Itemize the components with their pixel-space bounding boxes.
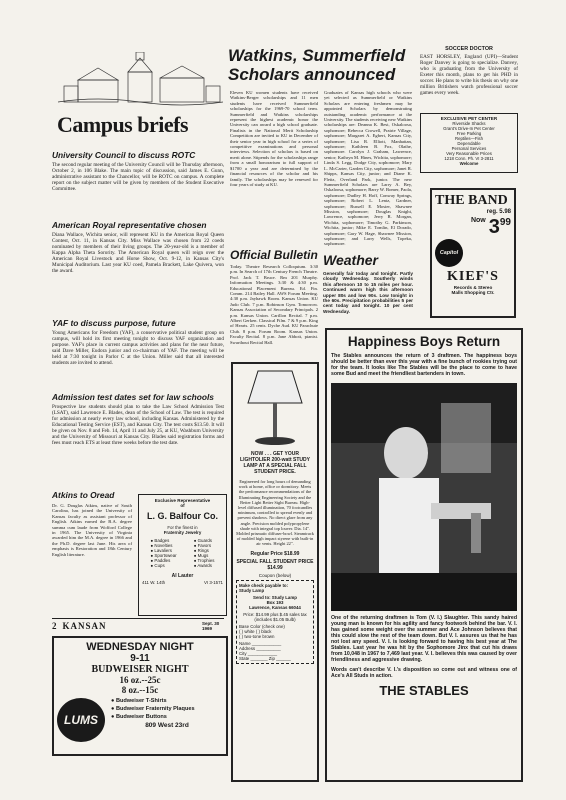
list-item: ● Budweiser T-Shirts: [111, 698, 167, 704]
coupon-line: Lawrence, Kansas 66044: [249, 604, 301, 610]
band-now: Now: [470, 217, 486, 224]
lums-time: 9-11: [130, 653, 150, 664]
ad-line: 1218 Conn. Ph. VI 3-2811: [444, 156, 494, 161]
lamp-description: Engineered for long hours of demanding work at home, office or dormitory. Meets the performance recommendations of the Illuminating Engineering Society and the Better Light Better Sight Bureau. High-level diffused illumination, 70 footcandles minimum, controlled to spread evenly and prevent shadows. No direct glare from any angle. Precision molded polypropylene shade with integral top louver. Dia. 14". Molded prismatic diffuser-bowl. Steamtrack of molded high impact styrene with built-in air vents. Height 22".: [236, 479, 314, 547]
lums-budweiser-ad: [52, 636, 228, 756]
kiefs-location: Malls Shopping Ctr.: [451, 290, 495, 295]
lamp-headline: NOW . . . GET YOUR LIGHTOLIER 200-watt STUDY LAMP AT A SPECIAL FALL STUDENT PRICE.: [240, 451, 310, 475]
weather-box: [323, 252, 413, 314]
lamp-illustration: [236, 367, 314, 447]
list-item: ● Cups: [150, 563, 165, 568]
bulletin-title: Official Bulletin: [230, 248, 318, 262]
stables-headline: Happiness Boys Return: [347, 334, 501, 349]
coupon-line[interactable]: ( ) white ( ) black: [239, 628, 272, 634]
soccer-brief: [420, 46, 518, 96]
ad-line: Welcome: [459, 161, 479, 166]
kiefs-subtitle: Records & Stereo: [453, 285, 493, 290]
balfour-phone: VI 3-1571: [203, 580, 223, 585]
list-item: ● Lavaliers: [150, 548, 172, 553]
lamp-coupon-label: Coupon (below): [258, 572, 292, 578]
coupon-name-field[interactable]: Name ____________: [239, 640, 282, 646]
capitol-logo-text: Capitol: [439, 250, 459, 256]
pet-center-ad: [420, 113, 518, 173]
ad-line: Reptiles—Fish: [455, 136, 483, 141]
lums-items: [105, 698, 223, 729]
coupon-address-field[interactable]: Address __________: [239, 645, 281, 651]
stables-name: THE STABLES: [379, 683, 469, 698]
lums-logo-text: LUMS: [64, 713, 98, 727]
band-price-dollars: 3: [488, 216, 500, 238]
bartender-photo: [331, 383, 517, 611]
campus-skyline-illustration: [58, 52, 223, 112]
paper-name: KANSAN: [62, 621, 107, 631]
stables-closing: Words can't describe V. I.'s disposition so come out and witness one of Ace's All Studs in action.: [331, 667, 517, 679]
list-item: ● Trophies: [193, 558, 215, 563]
balfour-left-list: [151, 538, 177, 568]
lamp-special-price: SPECIAL FALL STUDENT PRICE $14.99: [236, 558, 314, 571]
brief-heading: Atkins to Oread: [52, 490, 115, 500]
bulletin-body: Today. Theatre Research Colloquium. 3:30 p.m. In Search of 17th Century French Theatre. Prof. Jack T. Bruce. Rm 201 Murphy. Information Meetings. 3:30 & 4:30 p.m. Educational Placement Bureau. Ed. Fin. Comm. 214 Bailey Hall. AWS Forum Meeting. 4:30 p.m. Jayhawk Room. Kansas Union. KU Judo Club. 7 p.m. Robinson Gym. Tomorrow. Kansas Association of Secondary Principals. 2 p.m. Kansas Union. Carillon Recital. 7 p.m. Albert Gerken. Classical Film. 7 & 9 p.m. King of Hearts. 25 cents. Dyche Aud. KU Parachute Club. 8 p.m. Forum Room. Kansas Union. Faculty Recital. 8 p.m. Jane Abbott, pianist. Swarthout Recital Hall.: [230, 264, 318, 345]
watkins-col-2: Graduates of Kansas high schools who were yet selected as Summerfield or Watkins Scholars are entering freshmen may be appointed Scholars by demonstrating outstanding academic performance at the University. The students receiving new Watkins scholarships are: Deanna K. Best, Oskaloosa, sophomore; Rebecca Crowell, Prairie Village, sophomore; Margaret A. Egbert, Kansas City, sophomore; Lisa R. Elliott, Manhattan, sophomore; Kathleen B. Fox, Olathe, sophomore. Carolyn J. Graham, Lawrence, senior; Kathryn M. Hines, Wichita, sophomore; Linda S. Legg, Dodge City, sophomore; Mary L. McCarter, Garden City, sophomore; Janet R. Shipps, Kansas City, junior; and Diane K. Fleitz, Overland Park, junior. The new Summerfield Scholars are Larry A. Bey, Oskaloosa, sophomore; Barry W. Bomer, Paola, sophomore; Dudley H. Hoff, Conway Springs, sophomore; Robert L. Lentz, Gardner, sophomore; Russell E. Mosier, Shawnee Mission, sophomore; Douglas Knight, Lawrence, sophomore; Jerry R. Morgan, Wichita, sophomore; Timothy G. Parkinson, Wichita, junior; Mike E. Tomlin, El Dorado, sophomore; Gary W. Hage, Shawnee Mission, sophomore; and Larry Wells, Topeka, sophomore.: [324, 90, 412, 247]
band-price-row: [435, 217, 511, 237]
watkins-col-1: Eleven KU women students have received Watkins-Berger scholarships and 11 men students have received Summerfield scholarships for the 1969-70 school term. Summerfield and Watkins scholarships represent the highest academic honor the University can award a high school graduate. Finalists in the National Merit Scholarship Competition are invited to KU in December of their senior year in high school for a series of competitive examinations and personal interviews. Selection of scholars is based on merit alone. Stipends for the scholarships range from a small honorarium to full support of $1700 a year and are determined by the financial resources of the scholar and his family. The scholarships may be renewed for four years of study at KU.: [230, 90, 318, 187]
list-item: ● Guards: [193, 538, 213, 543]
coupon-line: Study Lamp: [239, 587, 265, 593]
study-lamp-ad: [231, 362, 319, 782]
brief-body: Prospective law students should plan to take the Law School Admission Test (LSAT), said Lawrence E. Blades, dean of the School of Law. The test is required for admission at nearly every law school, including Kansas. Administered by the Educational Testing Service (EST), and Kansas City. The test costs $13.50. It will be given on Nov. 8 and Feb. 14, April 11 and July 25, at KU, Washburn University and the University of Missouri at Kansas City. Blades said registration forms and fees must reach ETS at least three weeks before the test date.: [52, 404, 224, 446]
coupon-line: Base Color (check one): [239, 623, 285, 629]
coupon-line: Price: $14.99 plus $.45 sales tax (includes $1.05 Bulb): [243, 611, 307, 622]
lums-logo: [57, 698, 105, 742]
lamp-coupon: [236, 580, 314, 664]
stables-ad: [325, 328, 523, 782]
lamp-regular-price: Regular Price $18.99: [250, 550, 300, 557]
list-item: ● Rings: [193, 548, 209, 553]
ad-line: Very Reasonable Prices: [446, 151, 492, 156]
the-band-ad: [430, 188, 516, 318]
list-item: ● Sportswear: [150, 553, 177, 558]
weather-title: Weather: [323, 252, 378, 268]
balfour-address: 411 W. 14th: [142, 580, 166, 585]
balfour-line: Fraternity Jewelry: [163, 530, 202, 535]
brief-american-royal: [52, 220, 224, 274]
capitol-logo: [435, 239, 463, 267]
band-title: THE BAND: [435, 193, 508, 208]
list-item: ● Awards: [193, 563, 212, 568]
stables-intro: The Stables announces the return of 3 draftmen. The happiness boys should be better than ever this year with a fine bunch of rookies trying out for the team. It looks like The Stables will be the place to come to have some Bud and meet the friendliest bartenders in town.: [331, 353, 517, 377]
lums-price-16: 16 oz.--25c: [119, 675, 161, 685]
brief-atkins: [52, 490, 132, 557]
balfour-line: For the finest in: [167, 525, 198, 530]
coupon-line: Make check payable to:: [239, 582, 289, 588]
list-item: ● Novelties: [150, 543, 173, 548]
coupon-line: Send to: Study Lamp: [253, 594, 297, 600]
lums-price-8: 8 oz.--15c: [121, 685, 159, 695]
list-item: ● Paddles: [150, 558, 171, 563]
brief-body: Young Americans for Freedom (YAF), a conservative political student group on campus, will hold its first meeting tonight to discuss YAF organization and purpose. YAF's place in current campus activities and plans for the near future, said Dave Miller, Eudora junior and co-chairman of YAF. The meeting will be held at 7:30 tonight in Parlor C at the Union. Miller said that all interested students are invited to attend.: [52, 330, 224, 366]
brief-rotc: [52, 150, 224, 192]
list-item: ● Budweiser Fraternity Plaques: [111, 706, 195, 712]
lums-event: BUDWEISER NIGHT: [91, 664, 189, 675]
soccer-body: EAST HORSLEY, England (UPI)—Student Roger Danvey is going to specialize. Danvey, who is graduating from the University of Exeter this month, plans to get his PHD in soccer. He plans to write his thesis on why one million Britishers watch professional soccer games every week.: [420, 54, 518, 96]
watkins-headline: Watkins, Summerfield Scholars announced: [228, 46, 406, 84]
page-masthead: [52, 618, 224, 633]
page-number: 2: [52, 621, 57, 631]
balfour-ad: [138, 494, 227, 616]
weather-body: Generally fair today and tonight. Partly cloudy Wednesday. Southerly winds this afternoon 10 to 15 miles per hour. Continued warm high this afternoon upper 80s and low 90s. Low tonight in the 60s. Precipitation probabilities 5 per cent today and tonight. 10 per cent Wednesday.: [323, 271, 413, 314]
balfour-items: [142, 538, 223, 568]
list-item: ● Budweiser Buttons: [111, 714, 167, 720]
ad-line: Dependable: [457, 141, 481, 146]
balfour-right-list: [194, 538, 215, 568]
brief-body: The second regular meeting of the University Council will be Thursday afternoon, October 2, in 106 Blake. The main topic of discussion, said James E. Gunn, administrative assistant to the Chancellor, will be ROTC on campus. A complete report on the subject matter will be given by members of the Student Executive Committee.: [52, 162, 224, 192]
ad-line: EXCLUSIVE PET CENTER: [440, 116, 498, 121]
lums-address: 809 West 23rd: [145, 722, 189, 729]
issue-date: Sept. 30 1969: [202, 621, 220, 631]
coupon-line: Box 193: [266, 599, 284, 605]
balfour-company: L. G. Balfour Co.: [147, 511, 218, 521]
brief-body: Dr. G. Douglas Atkins, native of South Carolina, has joined the University of Kansas faculty as assistant professor of English. Atkins earned the B.A. degree summa cum laude from Wofford College in 1965. The University of Virginia awarded him the M.A. degree in 1966 and the Ph.D. degree last June. His area of emphasis is Restoration and 18th Century English literature.: [52, 503, 132, 557]
balfour-line: Exclusive Representative: [154, 498, 211, 503]
lums-body: [57, 698, 223, 742]
campus-briefs-title: Campus briefs: [57, 112, 189, 137]
brief-body: Diana Wallace, Wichita senior, will represent KU in the American Royal Queen Contest, Oct. 11, in Kansas City. Miss Wallace was chosen from 22 coeds nominated by members of their living groups. The 20-year-old is a member of Kappa Alpha Theta Sorority. The American Royal queen will reign over the American Royal Livestock and Horse Show, Oct. 9-12, in Kansas City's Municipal Auditorium. Last year KU coed, Pamela Brackett, Lake Quivera, won the award.: [52, 232, 224, 274]
list-item: ● Badges: [150, 538, 170, 543]
balfour-line: of: [180, 503, 185, 508]
ad-line: Personal Services: [451, 146, 487, 151]
brief-heading: American Royal representative chosen: [52, 220, 207, 230]
brief-heading: Admission test dates set for law schools: [52, 392, 214, 402]
stables-body: One of the returning draftmen is Tom (V. I.) Slaughter. This sandy haired young man is known for his agility and fancy footwork behind the bar. V. I. has gained some weight over the summer and Ace Johnson believes that this could slow the rest of the team down. But V. I. assures us that he has not lost any speed. V. I. is looking forward to having his best year at The Stables. Last year he was hit by the Sophomore Jinx that cut his draws from 10,048 in 1967 to 7,469 last year. V. I. believes this was caused by over friendliness and aggressive drawing.: [331, 615, 517, 663]
list-item: ● Mugs: [193, 553, 209, 558]
balfour-person: Al Lauter: [171, 573, 194, 579]
list-item: ● Favors: [193, 543, 212, 548]
soccer-head: SOCCER DOCTOR: [445, 46, 493, 52]
balfour-contact: [142, 580, 223, 585]
band-price-cents: 99: [499, 217, 511, 228]
brief-yaf: [52, 318, 224, 366]
band-reg-price: reg. 5.98: [486, 209, 511, 215]
ad-line: Riverside Shacks: [452, 121, 486, 126]
ad-line: Grant's Drive-In Pet Center: [443, 126, 495, 131]
lums-day: WEDNESDAY NIGHT: [86, 641, 194, 653]
coupon-line[interactable]: ( ) two-tone brown: [239, 633, 275, 639]
ad-line: Free Parking: [456, 131, 482, 136]
brief-heading: University Council to discuss ROTC: [52, 150, 196, 160]
brief-admission-test: [52, 392, 224, 446]
kiefs-name: KIEF'S: [447, 269, 499, 284]
brief-heading: YAF to discuss purpose, future: [52, 318, 176, 328]
coupon-state-zip-field[interactable]: State _______ Zip ______: [239, 655, 291, 661]
coupon-city-field[interactable]: City ____________: [239, 650, 278, 656]
